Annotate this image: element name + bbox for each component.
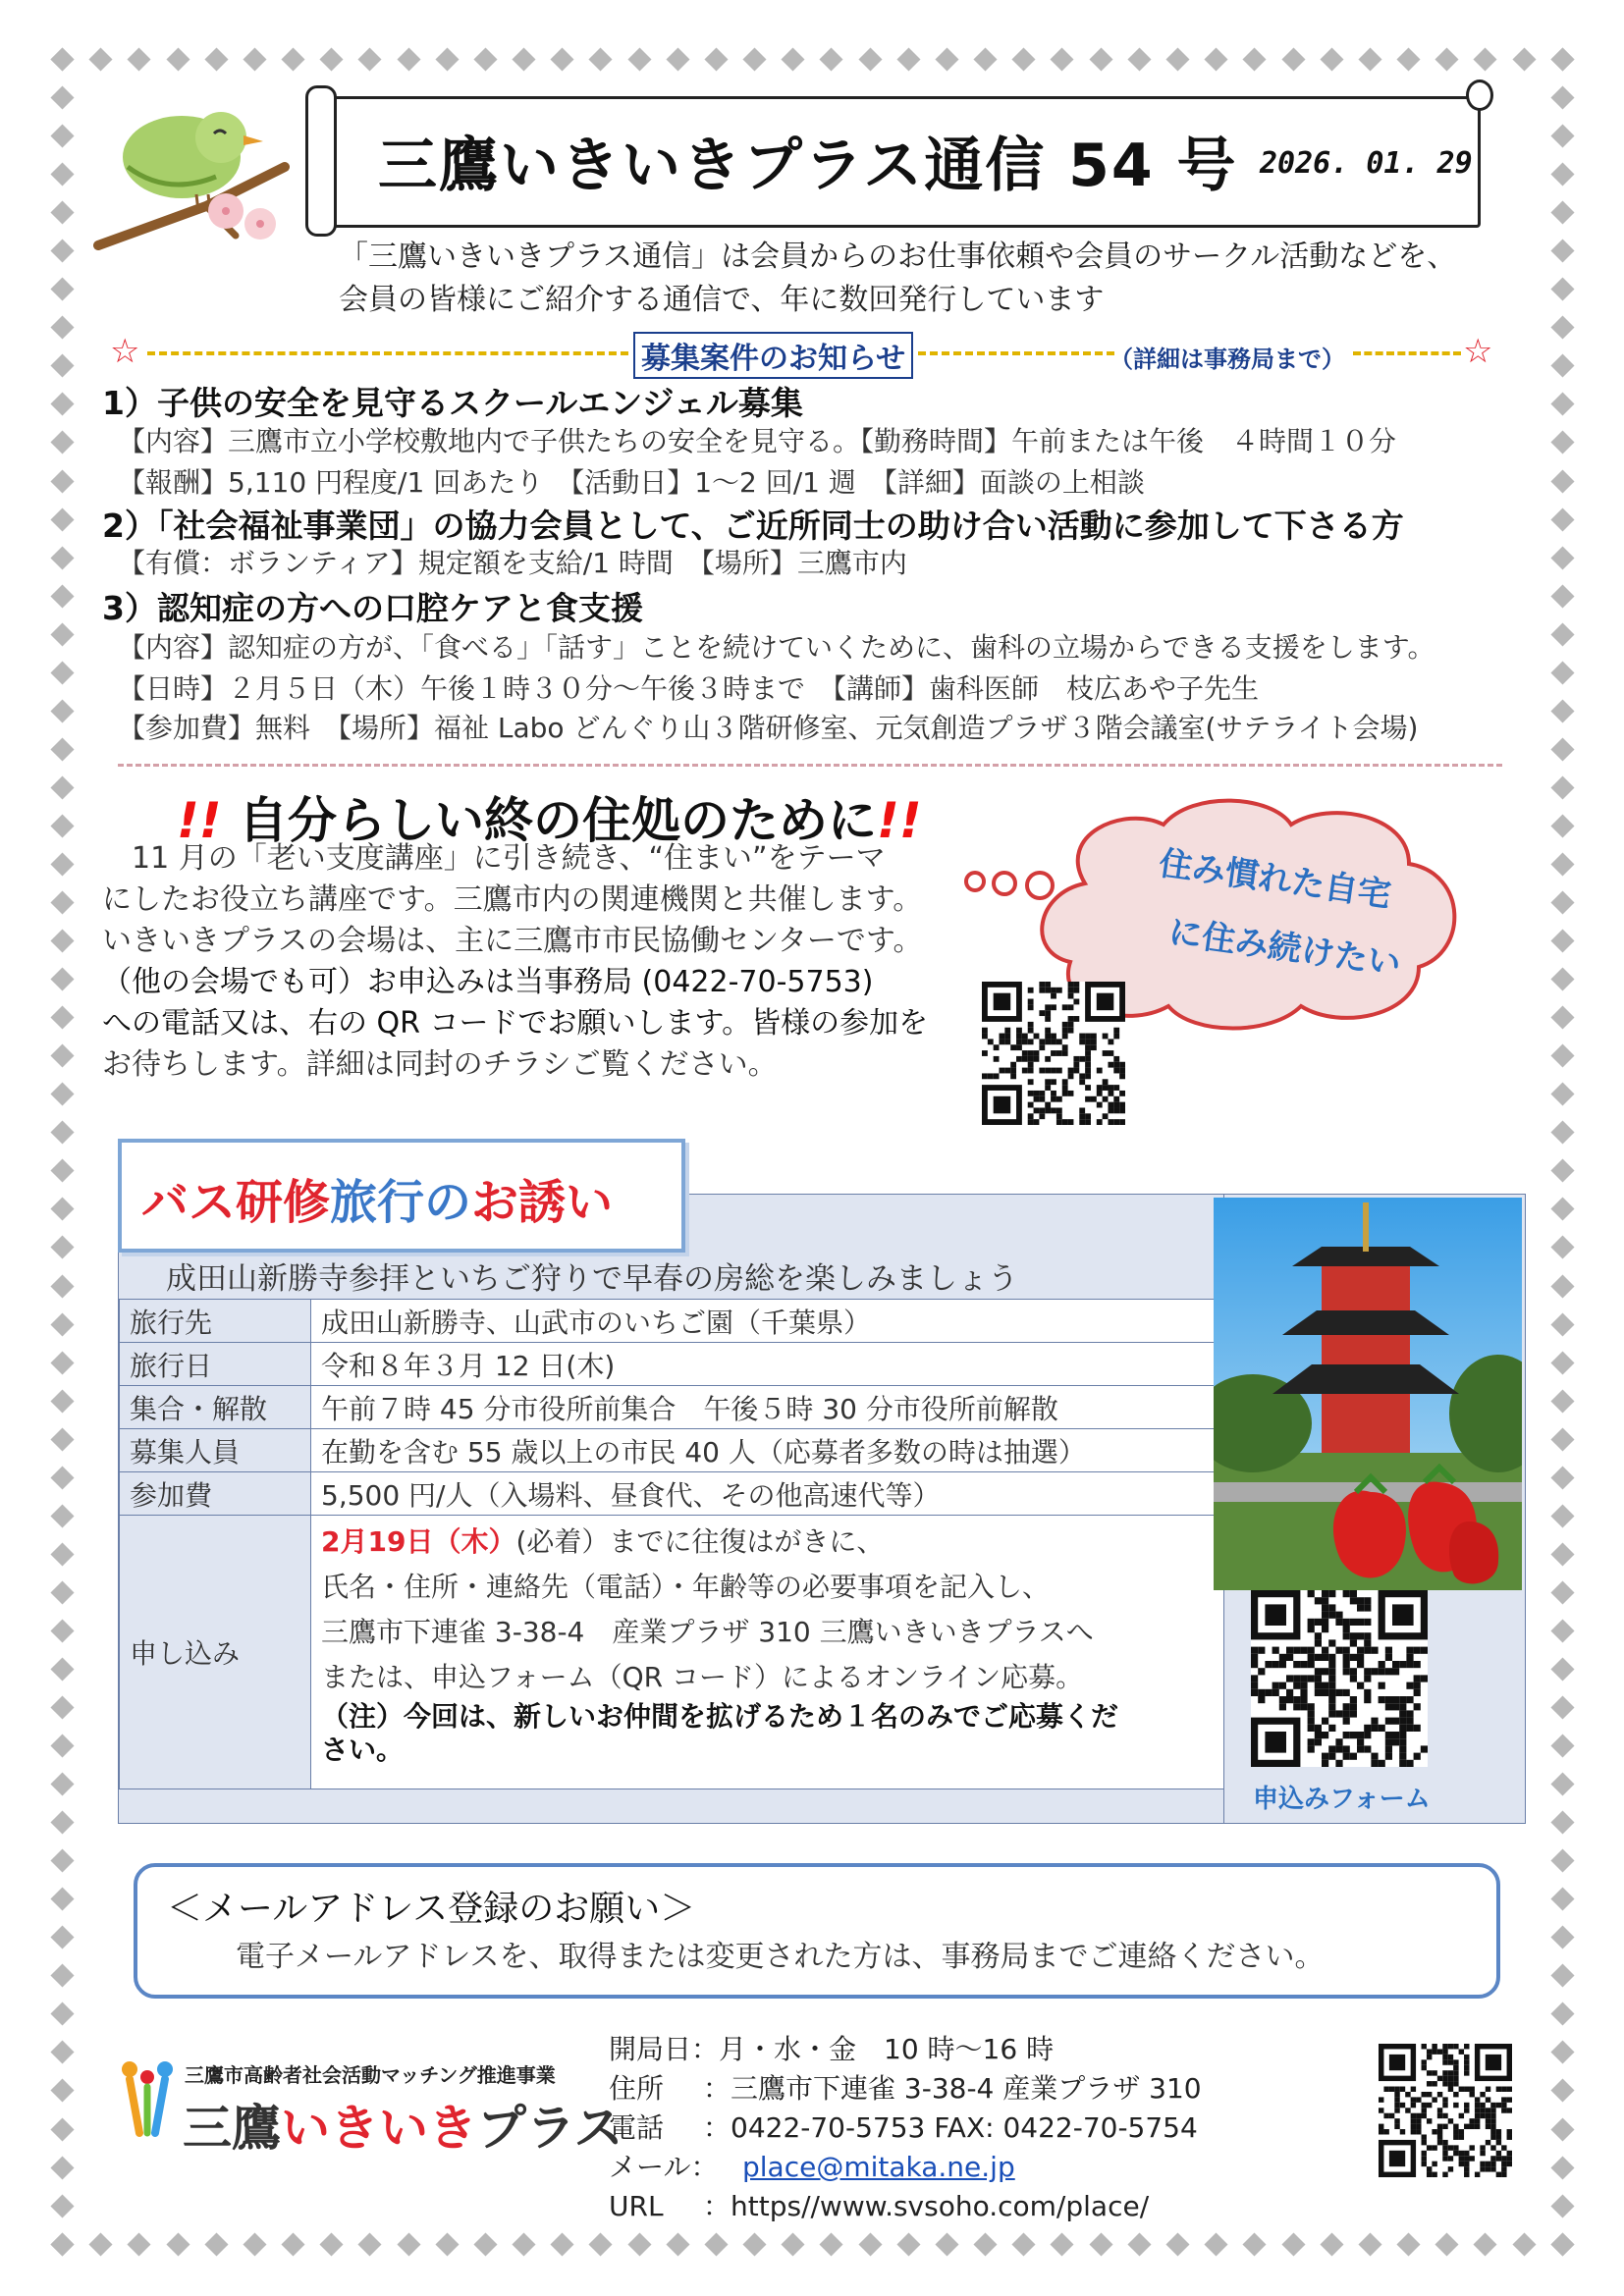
- section-divider: [118, 764, 1502, 767]
- open-label: 開局日: [609, 2033, 692, 2065]
- pagoda-strawberry-photo: [1214, 1198, 1522, 1590]
- qr-code[interactable]: [982, 982, 1125, 1125]
- bus-title-blue: 旅行の: [330, 1175, 472, 1230]
- housing-line-4: （他の会場でも可）お申込みは当事務局 (0422-70-5753): [102, 965, 874, 999]
- bus-title-red2: お誘い: [471, 1175, 614, 1230]
- cloud-text-2: に住み続けたい: [1165, 912, 1404, 985]
- exclaim-left: !!: [177, 792, 222, 849]
- recruit-item-2-line-1: 【有償：ボランティア】規定額を支給/1 時間 【場所】三鷹市内: [118, 547, 907, 579]
- housing-line-3: いきいきプラスの会場は、主に三鷹市市民協働センターです。: [102, 924, 923, 958]
- bus-row-label: 募集人員: [120, 1429, 311, 1472]
- cloud-text-1: 住み慣れた自宅: [1156, 843, 1394, 916]
- form-caption: 申込みフォーム: [1253, 1785, 1431, 1814]
- intro-line-1: 「三鷹いきいきプラス通信」は会員からのお仕事依頼や会員のサークル活動などを、: [339, 240, 1457, 274]
- bus-table-row: [120, 1386, 1224, 1429]
- bus-table-row: [120, 1300, 1224, 1343]
- housing-title-text: 自分らしい終の住処のために: [239, 792, 878, 849]
- housing-line-1: 11 月の「老い支度講座」に引き続き、“住まい”をテーマ: [102, 841, 886, 876]
- bus-row-label: 旅行先: [120, 1300, 311, 1343]
- recruit-item-1-title: 1）子供の安全を見守るスクールエンジェル募集: [102, 384, 803, 422]
- phone-value: ：0422-70-5753 FAX: 0422-70-5754: [703, 2111, 1198, 2144]
- bus-tour-table: [118, 1194, 1225, 1824]
- recruit-item-3-line-3: 【参加費】無料 【場所】福祉 Labo どんぐり山３階研修室、元気創造プラザ３階会議室(サテライト会場): [118, 712, 1419, 744]
- email-label: メール：: [609, 2151, 719, 2183]
- recruit-item-1-line-2: 【報酬】5,110 円程度/1 回あたり 【活動日】1～2 回/1 週 【詳細】面談の上相談: [118, 466, 1145, 499]
- address-label: 住所: [609, 2072, 665, 2105]
- bus-table-row: [120, 1472, 1224, 1516]
- apply-line-3: 三鷹市下連雀 3-38-4 産業プラザ 310 三鷹いきいきプラスへ: [321, 1616, 1094, 1648]
- recruit-item-3-title: 3）認知症の方への口腔ケアと食支援: [102, 589, 643, 627]
- recruit-item-2-title: 2）「社会福祉事業団」の協力会員として、ご近所同士の助け合い活動に参加して下さる方: [102, 507, 1404, 545]
- org-subtitle: 三鷹市高齢者社会活動マッチング推進事業: [185, 2063, 556, 2087]
- org-name-part-1: 三鷹: [183, 2100, 281, 2157]
- org-name-part-3: プラス: [477, 2100, 623, 2157]
- footer-url: [609, 2185, 1149, 2224]
- star-left-icon: ☆: [110, 332, 140, 371]
- apply-deadline: 2月19日（木）: [321, 1525, 516, 1558]
- dash-line-left: [147, 351, 628, 355]
- housing-paragraph: [102, 838, 956, 1086]
- apply-note-2: さい。: [321, 1734, 405, 1766]
- border-top: [54, 51, 1571, 68]
- bus-row-value: 午前７時 45 分市役所前集合 午後５時 30 分市役所前解散: [311, 1386, 1224, 1429]
- intro-line-2: 会員の皆様にご紹介する通信で、年に数回発行しています: [339, 283, 1105, 317]
- recruit-item-3-line-1: 【内容】認知症の方が、「食べる」「話す」ことを続けていくために、歯科の立場からできる支援をします。: [118, 631, 1435, 664]
- bus-row-label: 旅行日: [120, 1343, 311, 1386]
- bus-row-value: 在勤を含む 55 歳以上の市民 40 人（応募者多数の時は抽選）: [311, 1429, 1224, 1472]
- dash-line-right: [1353, 351, 1461, 355]
- bus-row-value: 5,500 円/人（入場料、昼食代、その他高速代等）: [311, 1472, 1224, 1516]
- housing-line-5: への電話又は、右の QR コードでお願いします。皆様の参加を: [102, 1006, 929, 1041]
- application-form-qr-code[interactable]: [1251, 1590, 1428, 1767]
- housing-line-6: お待ちします。詳細は同封のチラシご覧ください。: [102, 1047, 778, 1082]
- title-banner: [316, 96, 1481, 228]
- housing-line-2: にしたお役立ち講座です。三鷹市内の関連機関と共催します。: [102, 882, 923, 917]
- page-title: 三鷹いきいきプラス通信 54 号: [378, 132, 1238, 200]
- star-right-icon: ☆: [1463, 332, 1493, 371]
- url-link[interactable]: ：https//www.svsoho.com/place/: [703, 2190, 1150, 2222]
- bus-table-row: [120, 1343, 1224, 1386]
- bus-info-table: [119, 1299, 1224, 1789]
- exclaim-right: !!: [877, 792, 922, 849]
- bus-subtitle: 成田山新勝寺参拝といちご狩りで早春の房総を楽しみましょう: [166, 1261, 1018, 1297]
- url-label: URL: [609, 2190, 664, 2222]
- recruit-item-3-line-2: 【日時】２月５日（木）午後１時３０分～午後３時まで 【講師】歯科医師 枝広あや子先生: [118, 672, 1260, 705]
- address-value: ：三鷹市下連雀 3-38-4 産業プラザ 310: [703, 2072, 1202, 2105]
- bus-table-row: [120, 1429, 1224, 1472]
- bus-title-box: [118, 1139, 685, 1253]
- apply-line-4: または、申込フォーム（QR コード）によるオンライン応募。: [321, 1661, 1084, 1693]
- bird-blossom-illustration: [88, 98, 304, 255]
- recruit-note: （詳細は事務局まで）: [1110, 346, 1345, 373]
- email-box-body: 電子メールアドレスを、取得または変更された方は、事務局までご連絡ください。: [236, 1940, 1325, 1974]
- org-name-part-2: いきいき: [281, 2100, 477, 2157]
- recruit-item-1-line-1: 【内容】三鷹市立小学校敷地内で子供たちの安全を見守る。【勤務時間】午前または午後 ４時間１０分: [118, 425, 1397, 457]
- apply-line-1: (必着）までに往復はがきに、: [515, 1525, 885, 1558]
- footer-email: [609, 2146, 1015, 2185]
- email-box-title: ＜メールアドレス登録のお願い＞: [167, 1889, 696, 1929]
- issue-date: 2026. 01. 29: [1260, 146, 1473, 181]
- email-link[interactable]: place@mitaka.ne.jp: [742, 2151, 1015, 2183]
- footer-phone: [609, 2107, 1198, 2146]
- border-right: [1554, 51, 1571, 2253]
- bus-title-red: バス研修: [141, 1175, 331, 1230]
- bus-row-label: 集合・解散: [120, 1386, 311, 1429]
- apply-note-1: （注）今回は、新しいお仲間を拡げるため１名のみでご応募くだ: [321, 1700, 1119, 1733]
- bus-row-value: 成田山新勝寺、山武市のいちご園（千葉県）: [311, 1300, 1224, 1343]
- apply-label: 申し込み: [120, 1516, 311, 1789]
- border-bottom: [54, 2236, 1571, 2253]
- recruit-heading: 募集案件のお知らせ: [633, 332, 913, 379]
- bus-row-value: 令和８年３月 12 日(木): [311, 1343, 1224, 1386]
- email-registration-box: [134, 1863, 1500, 1999]
- footer-open-days: [609, 2028, 1054, 2067]
- border-left: [54, 51, 71, 2253]
- dash-line-mid: [918, 351, 1114, 355]
- open-value: ：月・水・金 10 時～16 時: [691, 2033, 1055, 2065]
- phone-label: 電話: [609, 2111, 665, 2144]
- apply-cell: [311, 1516, 1224, 1789]
- website-qr-code[interactable]: [1379, 2044, 1512, 2177]
- bus-row-label: 参加費: [120, 1472, 311, 1516]
- people-logo-icon: [118, 2059, 177, 2138]
- footer-address: [609, 2067, 1202, 2107]
- apply-line-2: 氏名・住所・連絡先（電話）・年齢等の必要事項を記入し、: [321, 1571, 1051, 1603]
